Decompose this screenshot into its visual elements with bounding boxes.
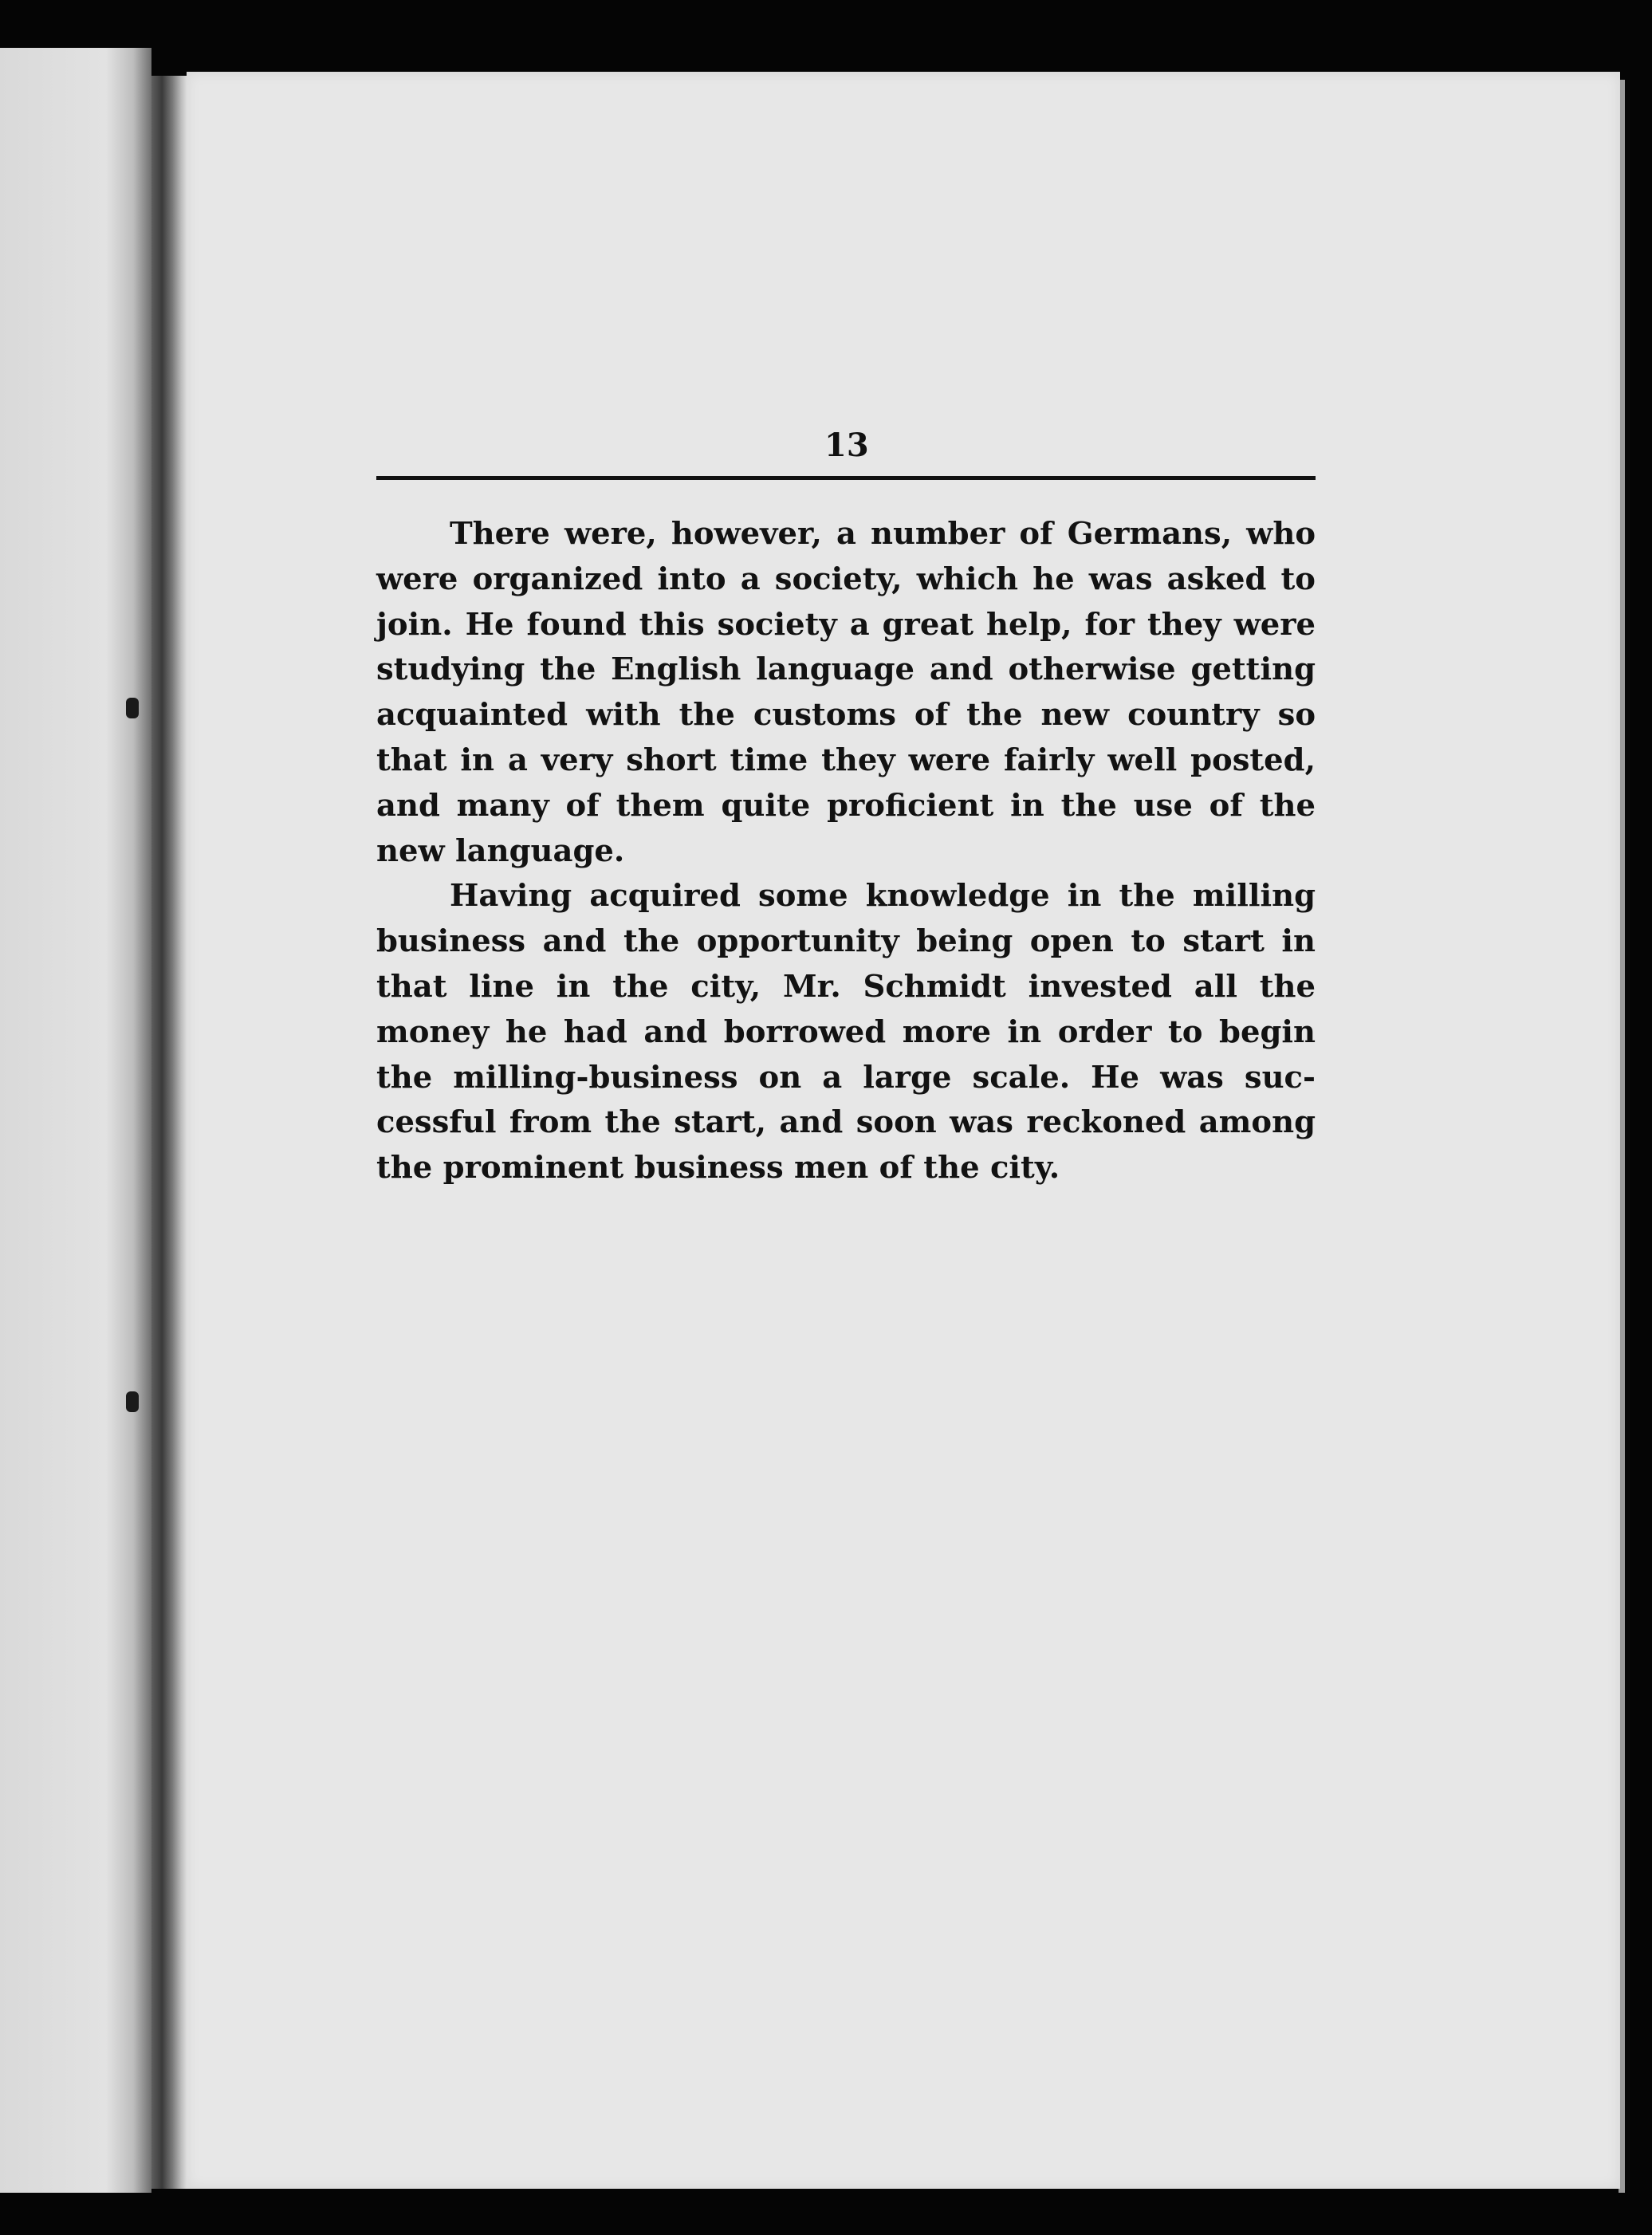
page-number-text: 13 [824, 427, 869, 464]
paragraph: Having acquired some knowledge in the milling business and the opportunity being open to start in that line in the city, Mr. Schmidt invested all the money he had and borrowed more in order to begin the milling-business on a large scale. He was successful from the start, and soon was reckoned among the prominent business men of the city. [376, 878, 1316, 1186]
binding-mark [126, 698, 139, 718]
binding-mark [126, 1391, 139, 1412]
book-page [187, 72, 1620, 2189]
body-text [376, 512, 1316, 1191]
header-rule [376, 476, 1316, 480]
book-gutter [151, 76, 187, 2189]
left-facing-page-edge [0, 48, 151, 2193]
paragraph: There were, however, a number of Germans, who were organized into a society, which he was asked to join. He found this society a great help, for they were studying the English language and otherwise getting acquainted with the customs of the new country so that in a very short time they were fairly well posted, and many of them quite proficient in the use of the new language. [376, 516, 1316, 869]
